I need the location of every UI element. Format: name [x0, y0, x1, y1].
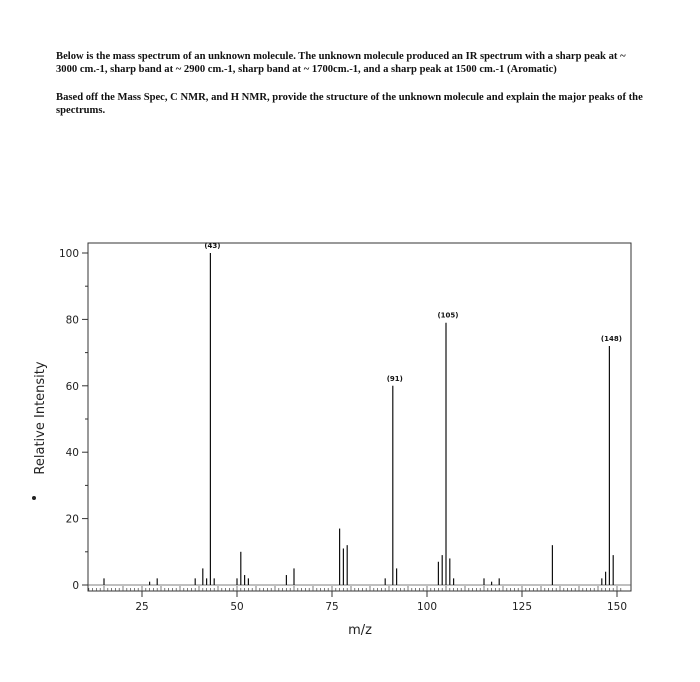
x-tick-label: 100 [416, 601, 438, 613]
y-axis-title: Relative Intensity [33, 361, 48, 475]
peak-label-91: (91) [386, 374, 403, 383]
x-axis-ticks [89, 586, 627, 613]
bullet-dot [32, 496, 36, 500]
y-tick-label: 20 [65, 513, 79, 526]
x-tick-label: 50 [230, 601, 244, 613]
y-tick-label: 40 [65, 447, 79, 460]
y-tick-label: 80 [65, 314, 79, 327]
x-tick-label: 125 [511, 601, 533, 613]
peak-labels [204, 242, 622, 383]
y-tick-label: 100 [58, 248, 79, 260]
spectrum-peaks [88, 253, 631, 585]
question-paragraph-1: Below is the mass spectrum of an unknown molecule. The unknown molecule produced an IR spectrum with a sharp peak at ~ 3000 cm.-1, sharp band at ~ 2900 cm.-1, sharp band at ~ 1700cm.-1, and a sharp peak at 1500 cm.-1 (Aromatic) [56, 51, 626, 76]
question-paragraph-2: Based off the Mass Spec, C NMR, and H NMR, provide the structure of the unknown molecule and explain the major peaks of the spectrums. [56, 91, 643, 117]
x-axis-title: m/z [348, 623, 372, 638]
y-tick-label: 60 [65, 380, 79, 393]
y-tick-label: 0 [72, 580, 79, 592]
peak-label-105: (105) [437, 311, 459, 320]
plot-frame [88, 243, 631, 591]
x-tick-label: 150 [606, 601, 628, 613]
x-tick-label: 75 [325, 601, 339, 613]
y-axis-ticks [59, 248, 88, 592]
peak-label-43: (43) [204, 242, 221, 250]
x-tick-label: 25 [135, 601, 149, 613]
peak-label-148: (148) [600, 334, 622, 343]
